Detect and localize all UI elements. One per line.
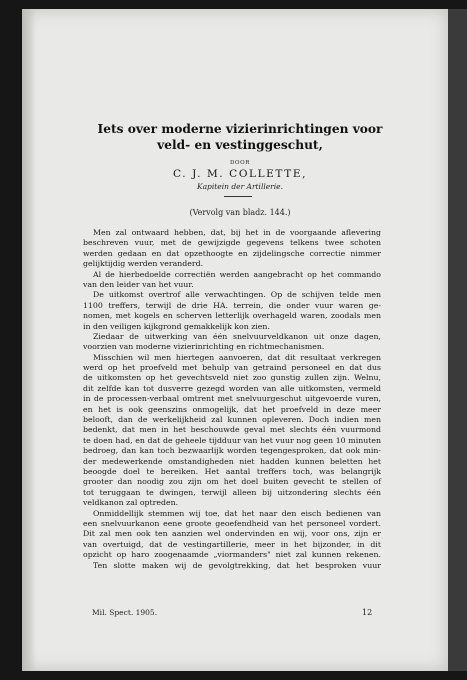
page-edge-shadow bbox=[448, 9, 467, 671]
body-line: gelijktijdig werden veranderd. bbox=[83, 259, 204, 269]
body-line: Men zal ontwaard hebben, dat, bij het in de voorgaande aflevering bbox=[93, 228, 381, 237]
byline-door: DOOR bbox=[230, 160, 250, 166]
body-line: grooter dan noodig zou zijn om het doel buiten gevecht te stellen of bbox=[83, 477, 381, 487]
body-line: Ziedaar de uitwerking van één snelvuurveldkanon uit onze dagen, bbox=[93, 331, 381, 341]
author-name: C. J. M. COLLETTE, bbox=[172, 168, 308, 180]
body-line: voorzien van moderne vizierinrichting en richtmechanismen. bbox=[83, 342, 325, 352]
body-line: en het is ook geenszins onmogelijk, dat het proefveld in deze meer bbox=[83, 404, 381, 414]
article-title-line-2: veld- en vestinggeschut, bbox=[157, 138, 323, 152]
body-line: een snelvuurkanon eene groote geoefendheid van het personeel vordert. bbox=[83, 518, 381, 528]
body-line: Onmiddellijk stemmen wij toe, dat het naar den eisch bedienen van bbox=[93, 508, 381, 518]
body-line: nomen, met kogels en scherven letterlijk overhageld waren, zoodals men bbox=[83, 311, 381, 321]
body-line: te doen had, en dat de geheele tijdduur van het vuur nog geen 10 minuten bbox=[83, 435, 381, 445]
body-line: de uitkomsten op het gevechtsveld niet zoo gunstig zullen zijn. Welnu, bbox=[83, 373, 381, 383]
article-title bbox=[60, 121, 420, 153]
body-line: veldkanon zal optreden. bbox=[83, 498, 179, 508]
article-body bbox=[83, 228, 381, 571]
body-line: De uitkomst overtrof alle verwachtingen. Op de schijven telde men bbox=[93, 290, 381, 300]
body-line: belooft, dan de werkelijkheid zal kunnen opleveren. Doch indien men bbox=[83, 415, 381, 425]
footer-sheet-number: 12 bbox=[362, 608, 373, 617]
separator-rule bbox=[224, 196, 252, 197]
body-line: dit zelfde kan tot dusverre gezegd worden van alle uitkomsten, vermeld bbox=[83, 383, 381, 393]
body-line: werd op het proefveld met behulp van getraind personeel en dat dus bbox=[83, 363, 381, 373]
body-line: 1100 treffers, terwijl de drie HA. terrein, die onder vuur waren ge- bbox=[83, 300, 381, 310]
body-line: Dit zal men ook ten aanzien wel ondervinden en wij, voor ons, zijn er bbox=[83, 529, 381, 539]
body-line: Al de hierbedoelde correctiën werden aangebracht op het commando bbox=[93, 269, 381, 279]
body-line: bedroeg, dan kan toch bezwaarlijk worden tegengesproken, dat ook min- bbox=[83, 446, 381, 456]
body-line: Misschien wil men hiertegen aanvoeren, dat dit resultaat verkregen bbox=[93, 352, 381, 362]
body-line: bedenkt, dat men in het beschouwde geval met slechts één vuurmond bbox=[83, 425, 381, 435]
footer-journal: Mil. Spect. 1905. bbox=[92, 608, 158, 617]
body-line: tot teruggaan te dwingen, terwijl alleen bij uitzondering slechts één bbox=[83, 487, 381, 497]
author-rank: Kapitein der Artillerie. bbox=[196, 182, 283, 191]
continuation-note: (Vervolg van bladz. 144.) bbox=[189, 208, 291, 217]
body-line: van overtuigd, dat de vestingartillerie, meer in het bijzonder, in dit bbox=[83, 539, 381, 549]
body-line: der medewerkende omstandigheden niet hadden kunnen beletten het bbox=[83, 456, 381, 466]
body-line: van den leider van het vuur. bbox=[83, 279, 194, 289]
body-line: in de processen-verbaal omtrent met snelvuurgeschut uitgevoerde vuren, bbox=[83, 394, 381, 404]
body-line: opzicht op haro zoogenaamde „viormanders" niet zal kunnen rekenen. bbox=[83, 550, 381, 560]
body-line: beschreven vuur, met de gewijzigde gegevens telkens twee schoten bbox=[83, 238, 381, 248]
body-line: beoogde doel te bereiken. Het aantal treffers toch, was belangrijk bbox=[83, 466, 381, 476]
article-title-line-1: Iets over moderne vizierinrichtingen voor bbox=[97, 122, 383, 136]
body-line: werden gedaan en dat opzethoogte en zijdelingsche correctie nimmer bbox=[83, 248, 381, 258]
body-line: Ten slotte maken wij de gevolgtrekking, dat het besproken vuur bbox=[93, 560, 381, 570]
body-line: in den veiligen kijkgrond gemakkelijk kon zien. bbox=[83, 321, 270, 331]
